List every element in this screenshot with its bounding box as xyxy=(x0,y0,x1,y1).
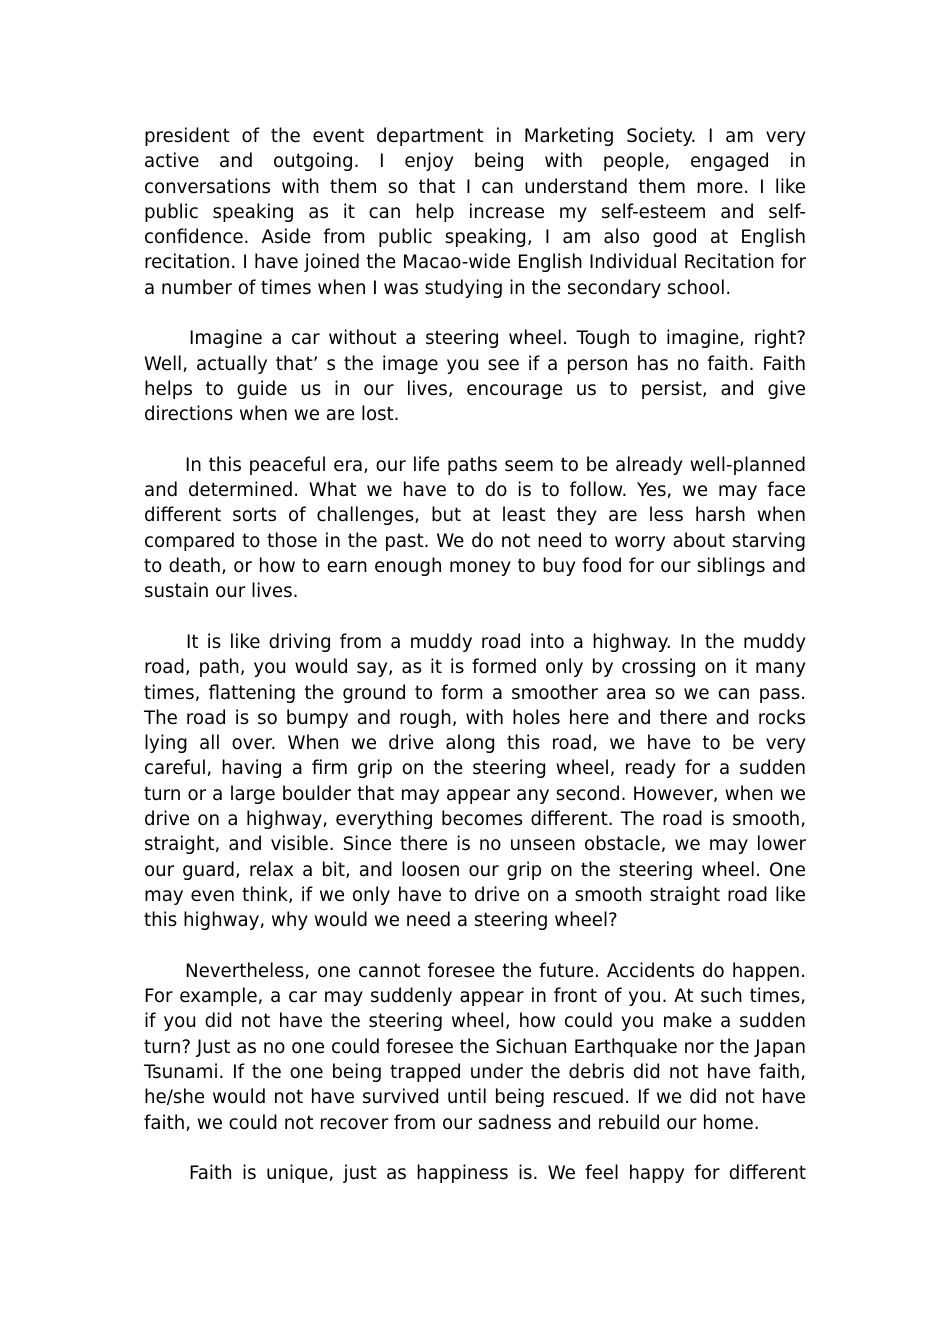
paragraph-peaceful-era: In this peaceful era, our life paths seem to be already well-planned and determined. What we have to do is to follow. Yes, we may face different sorts of challenges, but at least they are less harsh when compared to those in the past. We do not need to worry about starving to death, or how to earn enough money to buy food for our siblings and sustain our lives. xyxy=(144,454,806,603)
document-page xyxy=(144,124,806,1212)
paragraph-intro-continued: president of the event department in Marketing Society. I am very active and outgoing. I enjoy being with people, engaged in conversations with them so that I can understand them more. I like public speaking as it can help increase my self-esteem and self-confidence. Aside from public speaking, I am also good at English recitation. I have joined the Macao-wide English Individual Recitation for a number of times when I was studying in the secondary school. xyxy=(144,126,806,299)
paragraph-steering-wheel: Imagine a car without a steering wheel. Tough to imagine, right? Well, actually that’ s the image you see if a person has no faith. Faith helps to guide us in our lives, encourage us to persist, and give directions when we are lost. xyxy=(144,328,806,426)
paragraph-nevertheless: Nevertheless, one cannot foresee the future. Accidents do happen. For example, a car may suddenly appear in front of you. At such times, if you did not have the steering wheel, how could you make a sudden turn? Just as no one could foresee the Sichuan Earthquake nor the Japan Tsunami. If the one being trapped under the debris did not have faith, he/she would not have survived until being rescued. If we did not have faith, we could not recover from our sadness and rebuild our home. xyxy=(144,960,806,1134)
paragraph-faith-unique: Faith is unique, just as happiness is. We feel happy for different xyxy=(189,1163,806,1185)
paragraph-muddy-road: It is like driving from a muddy road into a highway. In the muddy road, path, you would say, as it is formed only by crossing on it many times, flattening the ground to form a smoother area so we can pass. The road is so bumpy and rough, with holes here and there and rocks lying all over. When we drive along this road, we have to be very careful, having a firm grip on the steering wheel, ready for a sudden turn or a large boulder that may appear any second. However, when we drive on a highway, everything becomes different. The road is smooth, straight, and visible. Since there is no unseen obstacle, we may lower our guard, relax a bit, and loosen our grip on the steering wheel. One may even think, if we only have to drive on a smooth straight road like this highway, why would we need a steering wheel? xyxy=(144,631,806,932)
